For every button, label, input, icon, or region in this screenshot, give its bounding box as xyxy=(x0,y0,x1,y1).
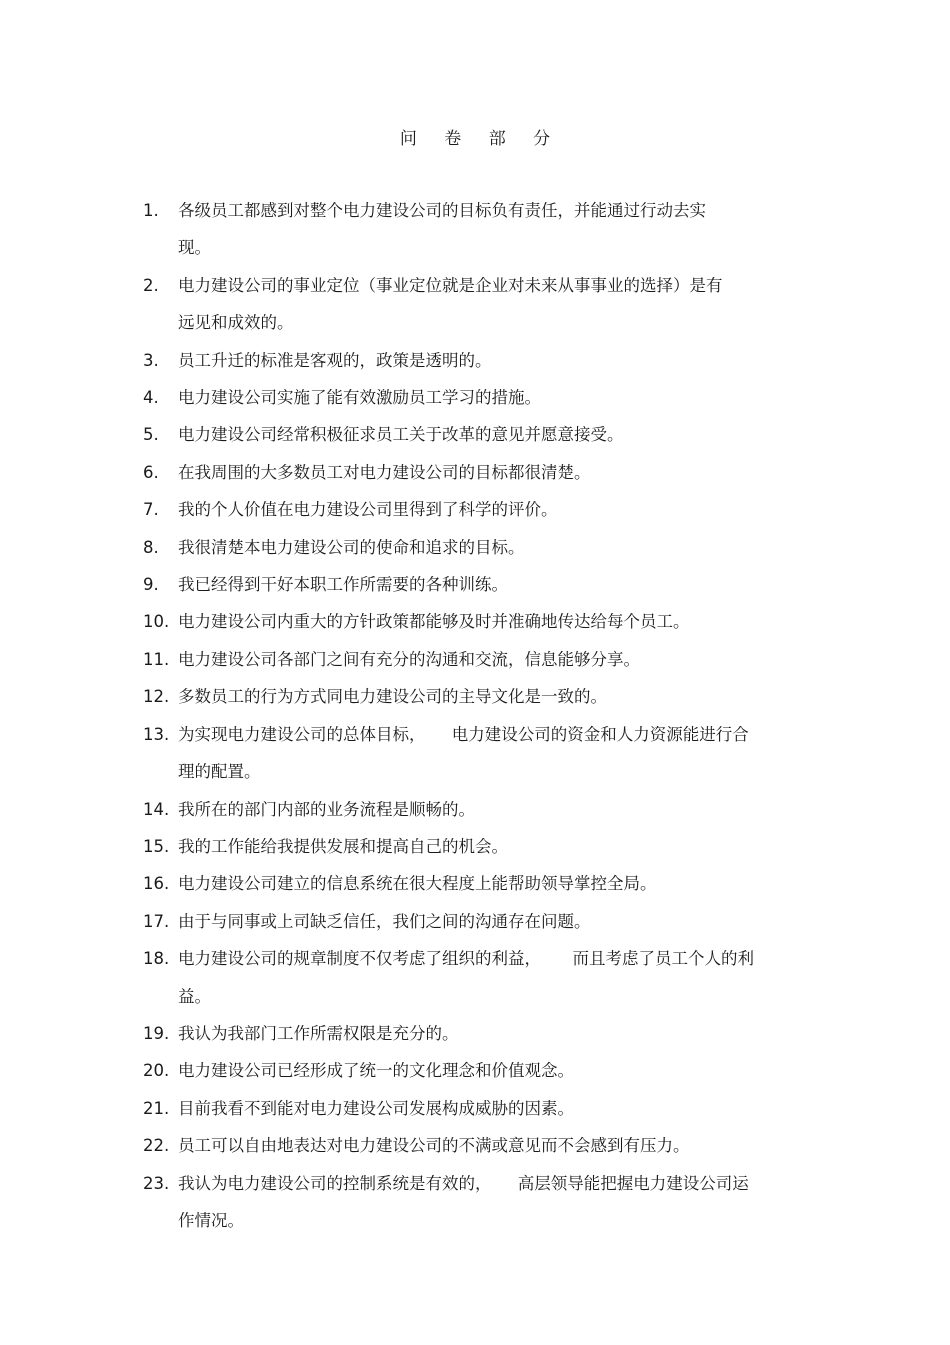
question-text xyxy=(178,267,803,342)
list-item xyxy=(143,678,803,715)
list-item xyxy=(143,416,803,453)
list-item xyxy=(143,491,803,528)
question-text xyxy=(178,342,803,379)
list-item xyxy=(143,865,803,902)
list-item xyxy=(143,903,803,940)
question-number: 7. xyxy=(143,500,159,520)
question-line: 电力建设公司的规章制度不仅考虑了组织的利益， 而且考虑了员工个人的利 xyxy=(178,949,754,969)
question-list xyxy=(143,192,803,1239)
question-text xyxy=(178,566,803,603)
question-line: 我认为电力建设公司的控制系统是有效的， 高层领导能把握电力建设公司运 xyxy=(178,1173,749,1193)
question-text xyxy=(178,379,803,416)
question-number: 23. xyxy=(143,1173,170,1193)
question-text xyxy=(178,192,803,267)
list-item xyxy=(143,641,803,678)
question-line: 员工可以自由地表达对电力建设公司的不满或意见而不会感到有压力。 xyxy=(178,1136,690,1156)
question-line: 我的工作能给我提供发展和提高自己的机会。 xyxy=(178,836,508,856)
question-number: 9. xyxy=(143,575,159,595)
question-number: 11. xyxy=(143,649,170,669)
question-line: 远见和成效的。 xyxy=(178,313,294,333)
list-item xyxy=(143,379,803,416)
list-item xyxy=(143,192,803,267)
question-line: 我很清楚本电力建设公司的使命和追求的目标。 xyxy=(178,537,525,557)
question-line: 益。 xyxy=(178,986,211,1006)
list-item xyxy=(143,454,803,491)
list-item xyxy=(143,566,803,603)
question-text xyxy=(178,454,803,491)
question-number: 3. xyxy=(143,350,159,370)
list-item xyxy=(143,1165,803,1240)
question-line: 由于与同事或上司缺乏信任，我们之间的沟通存在问题。 xyxy=(178,911,591,931)
question-text xyxy=(178,791,803,828)
question-number: 17. xyxy=(143,911,170,931)
question-number: 16. xyxy=(143,874,170,894)
question-text xyxy=(178,716,803,791)
list-item xyxy=(143,342,803,379)
question-line: 电力建设公司经常积极征求员工关于改革的意见并愿意接受。 xyxy=(178,425,624,445)
question-line: 我已经得到干好本职工作所需要的各种训练。 xyxy=(178,575,508,595)
list-item xyxy=(143,529,803,566)
question-line: 电力建设公司已经形成了统一的文化理念和价值观念。 xyxy=(178,1061,574,1081)
question-text xyxy=(178,1127,803,1164)
question-line: 理的配置。 xyxy=(178,762,261,782)
question-number: 10. xyxy=(143,612,170,632)
list-item xyxy=(143,267,803,342)
question-number: 15. xyxy=(143,836,170,856)
question-text xyxy=(178,940,803,1015)
question-line: 电力建设公司各部门之间有充分的沟通和交流，信息能够分享。 xyxy=(178,649,640,669)
question-text xyxy=(178,678,803,715)
question-number: 8. xyxy=(143,537,159,557)
question-number: 13. xyxy=(143,724,170,744)
list-item xyxy=(143,828,803,865)
question-line: 在我周围的大多数员工对电力建设公司的目标都很清楚。 xyxy=(178,462,591,482)
question-text xyxy=(178,529,803,566)
question-line: 多数员工的行为方式同电力建设公司的主导文化是一致的。 xyxy=(178,687,607,707)
question-number: 21. xyxy=(143,1098,170,1118)
question-line: 电力建设公司实施了能有效激励员工学习的措施。 xyxy=(178,388,541,408)
list-item xyxy=(143,940,803,1015)
question-line: 作情况。 xyxy=(178,1210,244,1230)
list-item xyxy=(143,716,803,791)
question-number: 1. xyxy=(143,201,159,220)
question-text xyxy=(178,641,803,678)
question-number: 4. xyxy=(143,388,159,408)
question-line: 目前我看不到能对电力建设公司发展构成威胁的因素。 xyxy=(178,1098,574,1118)
question-number: 14. xyxy=(143,799,170,819)
question-text xyxy=(178,903,803,940)
question-line: 我的个人价值在电力建设公司里得到了科学的评价。 xyxy=(178,500,558,520)
question-text xyxy=(178,603,803,640)
question-line: 我所在的部门内部的业务流程是顺畅的。 xyxy=(178,799,475,819)
question-number: 12. xyxy=(143,687,170,707)
question-line: 我认为我部门工作所需权限是充分的。 xyxy=(178,1023,459,1043)
question-number: 19. xyxy=(143,1023,170,1043)
list-item xyxy=(143,1052,803,1089)
question-number: 20. xyxy=(143,1061,170,1081)
question-line: 现。 xyxy=(178,238,211,258)
question-line: 电力建设公司的事业定位（事业定位就是企业对未来从事事业的选择）是有 xyxy=(178,275,723,295)
list-item xyxy=(143,603,803,640)
list-item xyxy=(143,1127,803,1164)
page-title: 问 卷 部 分 xyxy=(399,129,562,149)
question-number: 2. xyxy=(143,275,159,295)
question-text xyxy=(178,416,803,453)
list-item xyxy=(143,1090,803,1127)
question-number: 5. xyxy=(143,425,159,445)
question-text xyxy=(178,1052,803,1089)
list-item xyxy=(143,791,803,828)
question-line: 电力建设公司内重大的方针政策都能够及时并准确地传达给每个员工。 xyxy=(178,612,690,632)
question-text xyxy=(178,865,803,902)
question-line: 为实现电力建设公司的总体目标， 电力建设公司的资金和人力资源能进行合 xyxy=(178,724,749,744)
question-text xyxy=(178,1165,803,1240)
question-line: 员工升迁的标准是客观的，政策是透明的。 xyxy=(178,350,492,370)
question-number: 22. xyxy=(143,1136,170,1156)
question-text xyxy=(178,828,803,865)
question-text xyxy=(178,1090,803,1127)
question-line: 各级员工都感到对整个电力建设公司的目标负有责任，并能通过行动去实 xyxy=(178,201,706,220)
question-line: 电力建设公司建立的信息系统在很大程度上能帮助领导掌控全局。 xyxy=(178,874,657,894)
question-number: 18. xyxy=(143,949,170,969)
question-text xyxy=(178,1015,803,1052)
list-item xyxy=(143,1015,803,1052)
question-number: 6. xyxy=(143,462,159,482)
question-text xyxy=(178,491,803,528)
